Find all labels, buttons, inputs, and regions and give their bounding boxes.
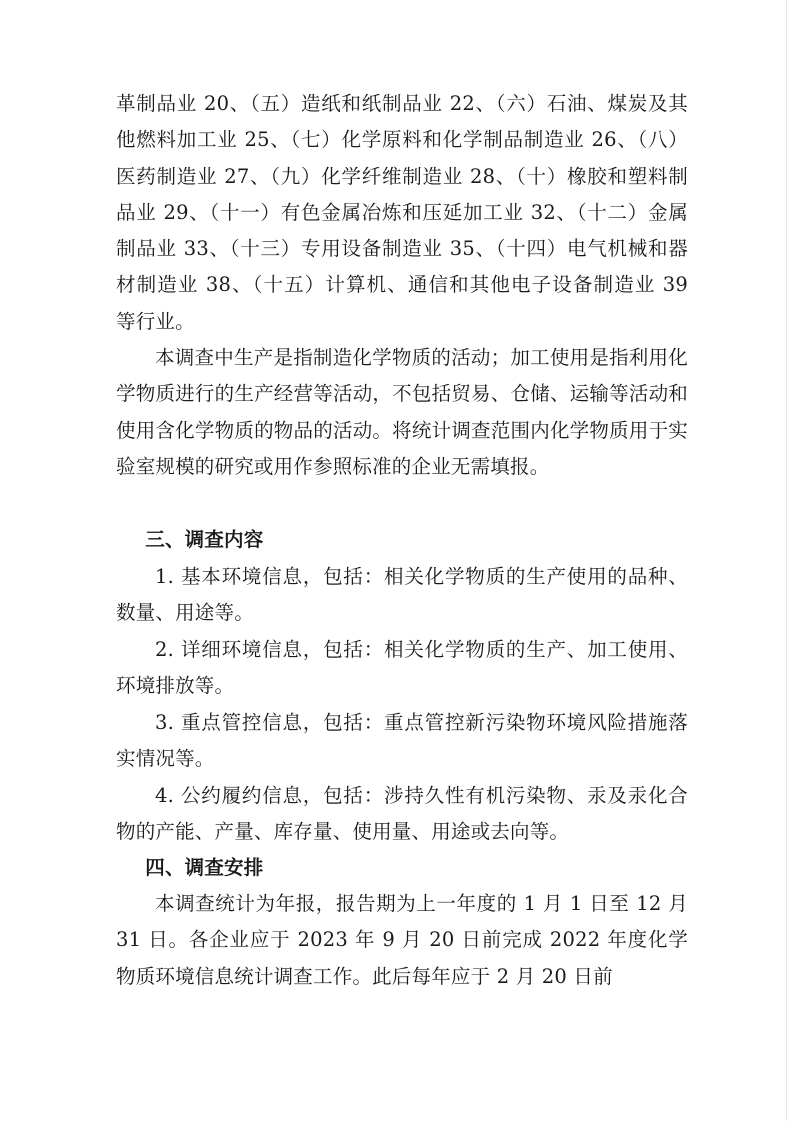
- section-3-item-1: 1. 基本环境信息，包括：相关化学物质的生产使用的品种、数量、用途等。: [116, 565, 688, 625]
- section-3-item-3-block: [116, 705, 688, 778]
- section-3-item-4-block: [116, 778, 688, 851]
- industries-paragraph: [116, 86, 688, 340]
- section-4-body-block: [116, 886, 688, 995]
- section-3-item-3: 3. 重点管控信息，包括：重点管控新污染物环境风险措施落实情况等。: [116, 711, 688, 771]
- section-3-heading-block: [116, 522, 688, 558]
- section-3-heading: 三、调查内容: [145, 528, 264, 551]
- section-3-item-2-block: [116, 632, 688, 705]
- definition-paragraph: [116, 340, 688, 485]
- section-3-item-1-block: [116, 559, 688, 632]
- scan-edge-line: [786, 0, 787, 1121]
- definition-text: 本调查中生产是指制造化学物质的活动；加工使用是指利用化学物质进行的生产经营等活动，不包括贸易、仓储、运输等活动和使用含化学物质的物品的活动。将统计调查范围内化学物质用于实验室规模的研究或用作参照标准的企业无需填报。: [116, 346, 688, 478]
- section-4-body: 本调查统计为年报，报告期为上一年度的 1 月 1 日至 12 月 31 日。各企业应于 2023 年 9 月 20 日前完成 2022 年度化学物质环境信息统计调查工作。此后每年应于 2 月 20 日前: [116, 892, 688, 988]
- section-4-heading: 四、调查安排: [145, 856, 264, 879]
- industries-text: 革制品业 20、（五）造纸和纸制品业 22、（六）石油、煤炭及其他燃料加工业 25、（七）化学原料和化学制品制造业 26、（八）医药制造业 27、（九）化学纤维制造业 28、（十）橡胶和塑料制品业 29、（十一）有色金属冶炼和压延加工业 32、（十二）金属制品业 33、（十三）专用设备制造业 35、（十四）电气机械和器材制造业 38、（十五）计算机、通信和其他电子设备制造业 39 等行业。: [116, 92, 688, 333]
- section-4-heading-block: [116, 850, 688, 886]
- section-3-item-4: 4. 公约履约信息，包括：涉持久性有机污染物、汞及汞化合物的产能、产量、库存量、使用量、用途或去向等。: [116, 784, 688, 844]
- section-3-item-2: 2. 详细环境信息，包括：相关化学物质的生产、加工使用、环境排放等。: [116, 638, 688, 698]
